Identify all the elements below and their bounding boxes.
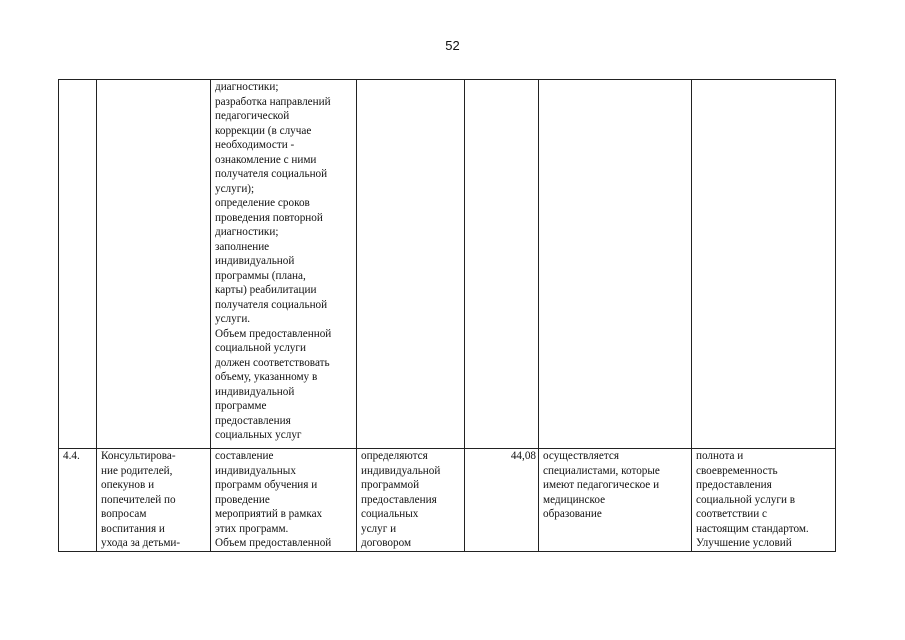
cell-indicators: осуществляется специалистами, которые имеют педагогическое и медицинское образование xyxy=(539,449,692,552)
cell-tariff xyxy=(465,80,539,449)
page-number: 52 xyxy=(445,38,460,53)
cell-terms xyxy=(357,80,465,449)
cell-evaluation: полнота и своевременность предоставления социальной услуги в соответствии с настоящим стандартом. Улучшение условий xyxy=(692,449,836,552)
cell-evaluation xyxy=(692,80,836,449)
cell-tariff: 44,08 xyxy=(465,449,539,552)
cell-service-name xyxy=(97,80,211,449)
cell-terms: определяются индивидуальной программой предоставления социальных услуг и договором xyxy=(357,449,465,552)
table-row xyxy=(59,80,836,449)
cell-indicators xyxy=(539,80,692,449)
cell-number xyxy=(59,80,97,449)
cell-service-name: Консультирова- ние родителей, опекунов и попечителей по вопросам воспитания и ухода за детьми- xyxy=(97,449,211,552)
services-table xyxy=(58,79,836,552)
table-row xyxy=(59,449,836,552)
cell-service-content: составление индивидуальных программ обучения и проведение мероприятий в рамках этих программ. Объем предоставленной xyxy=(211,449,357,552)
cell-service-content: диагностики; разработка направлений педагогической коррекции (в случае необходимости - ознакомление с ними получателя социальной услуги); определение сроков проведения повторной диагностики; заполнение индивидуальной программы (плана, карты) реабилитации получателя социальной услуги. Объем предоставленной социальной услуги должен соответствовать объему, указанному в индивидуальной программе предоставления социальных услуг xyxy=(211,80,357,449)
cell-number: 4.4. xyxy=(59,449,97,552)
